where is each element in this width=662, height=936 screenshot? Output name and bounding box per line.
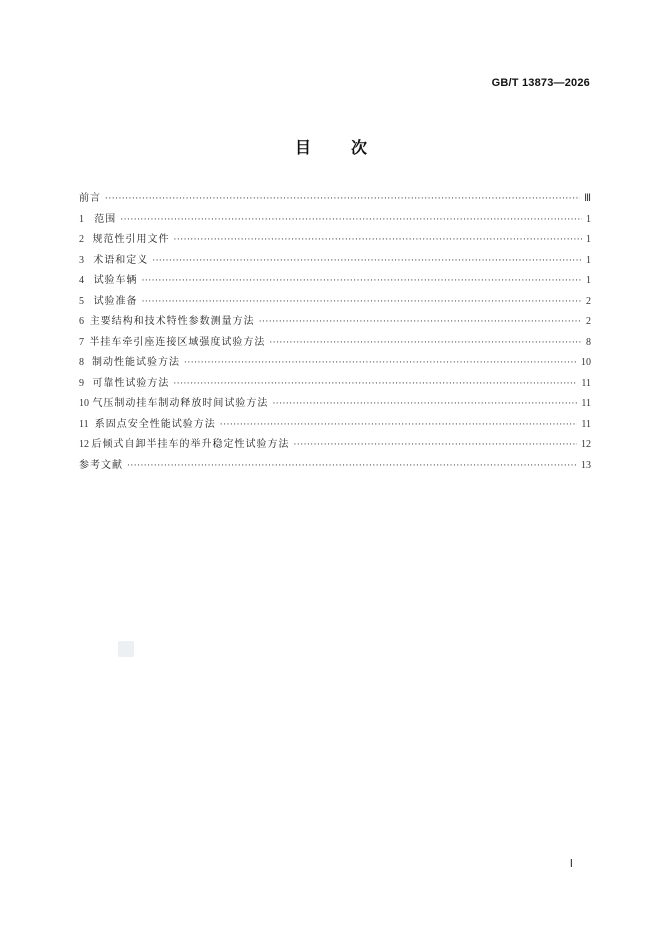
- toc-entry-page: 10: [581, 357, 591, 368]
- table-of-contents: [79, 189, 591, 476]
- toc-entry-12[interactable]: [79, 435, 591, 456]
- dot-leader: [152, 251, 582, 272]
- dot-leader: [174, 230, 583, 251]
- dot-leader: [120, 210, 582, 231]
- toc-entry-label: 范围: [94, 213, 117, 225]
- watermark-stamp-icon: [118, 641, 134, 657]
- toc-entry-number: 9: [79, 377, 84, 389]
- toc-entry-number: 12: [79, 439, 89, 450]
- toc-entry-8[interactable]: [79, 353, 591, 374]
- toc-entry-label: 后倾式自卸半挂车的举升稳定性试验方法: [91, 439, 290, 450]
- dot-leader: [294, 435, 578, 456]
- toc-entry-number: 1: [79, 213, 84, 225]
- toc-entry-10[interactable]: [79, 394, 591, 415]
- dot-leader: [269, 333, 582, 354]
- toc-entry-number: 4: [79, 275, 84, 286]
- toc-entry-5[interactable]: [79, 292, 591, 313]
- toc-entry-11[interactable]: [79, 415, 591, 436]
- standard-code: GB/T 13873—2026: [491, 77, 590, 89]
- toc-entry-number: 2: [79, 234, 84, 245]
- toc-entry-number: 11: [79, 418, 89, 430]
- toc-entry-4[interactable]: [79, 271, 591, 292]
- toc-entry-label: 前言: [79, 193, 101, 204]
- toc-entry-page: 1: [586, 254, 591, 266]
- toc-entry-page: 12: [581, 439, 591, 450]
- dot-leader: [142, 292, 582, 313]
- dot-leader: [142, 271, 582, 292]
- toc-title: 目次: [294, 138, 407, 157]
- toc-entry-number: 8: [79, 357, 84, 368]
- toc-entry-page: 11: [581, 398, 591, 409]
- toc-entry-number: 7: [79, 336, 84, 348]
- toc-entry-number: 10: [79, 398, 89, 409]
- toc-entry-label: 试验车辆: [93, 275, 138, 286]
- toc-entry-1[interactable]: [79, 210, 591, 231]
- toc-entry-number: 6: [79, 316, 84, 327]
- dot-leader: [184, 353, 577, 374]
- dot-leader: [127, 456, 577, 477]
- toc-entry-label: 试验准备: [93, 295, 138, 307]
- toc-entry-2[interactable]: [79, 230, 591, 251]
- toc-entry-6[interactable]: [79, 312, 591, 333]
- dot-leader: [173, 374, 577, 395]
- toc-entry-page: 13: [581, 459, 591, 471]
- page-number: Ⅰ: [569, 858, 573, 870]
- dot-leader: [105, 189, 580, 210]
- toc-entry-label: 半挂车牵引座连接区域强度试验方法: [89, 336, 266, 348]
- toc-entry-9[interactable]: [79, 374, 591, 395]
- toc-entry-label: 可靠性试验方法: [92, 377, 170, 389]
- toc-entry-page: Ⅲ: [584, 193, 591, 204]
- toc-entry-references[interactable]: [79, 456, 591, 477]
- toc-entry-page: 2: [586, 295, 591, 307]
- toc-entry-page: 11: [581, 377, 591, 389]
- toc-entry-label: 气压制动挂车制动释放时间试验方法: [92, 398, 269, 409]
- toc-entry-page: 1: [586, 213, 591, 225]
- toc-entry-label: 制动性能试验方法: [92, 357, 180, 368]
- toc-entry-label: 系固点安全性能试验方法: [94, 418, 216, 430]
- toc-entry-page: 1: [586, 234, 591, 245]
- toc-entry-foreword[interactable]: [79, 189, 591, 210]
- toc-entry-7[interactable]: [79, 333, 591, 354]
- toc-entry-label: 规范性引用文件: [92, 234, 170, 245]
- toc-entry-page: 11: [581, 418, 591, 430]
- toc-entry-page: 1: [586, 275, 591, 286]
- toc-entry-page: 8: [586, 336, 591, 348]
- dot-leader: [259, 312, 582, 333]
- dot-leader: [220, 415, 578, 436]
- toc-entry-label: 术语和定义: [93, 254, 149, 266]
- toc-entry-page: 2: [586, 316, 591, 327]
- dot-leader: [272, 394, 577, 415]
- toc-entry-label: 参考文献: [79, 459, 123, 471]
- toc-entry-label: 主要结构和技术特性参数测量方法: [89, 316, 255, 327]
- toc-entry-3[interactable]: [79, 251, 591, 272]
- toc-entry-number: 5: [79, 295, 84, 307]
- toc-entry-number: 3: [79, 254, 84, 266]
